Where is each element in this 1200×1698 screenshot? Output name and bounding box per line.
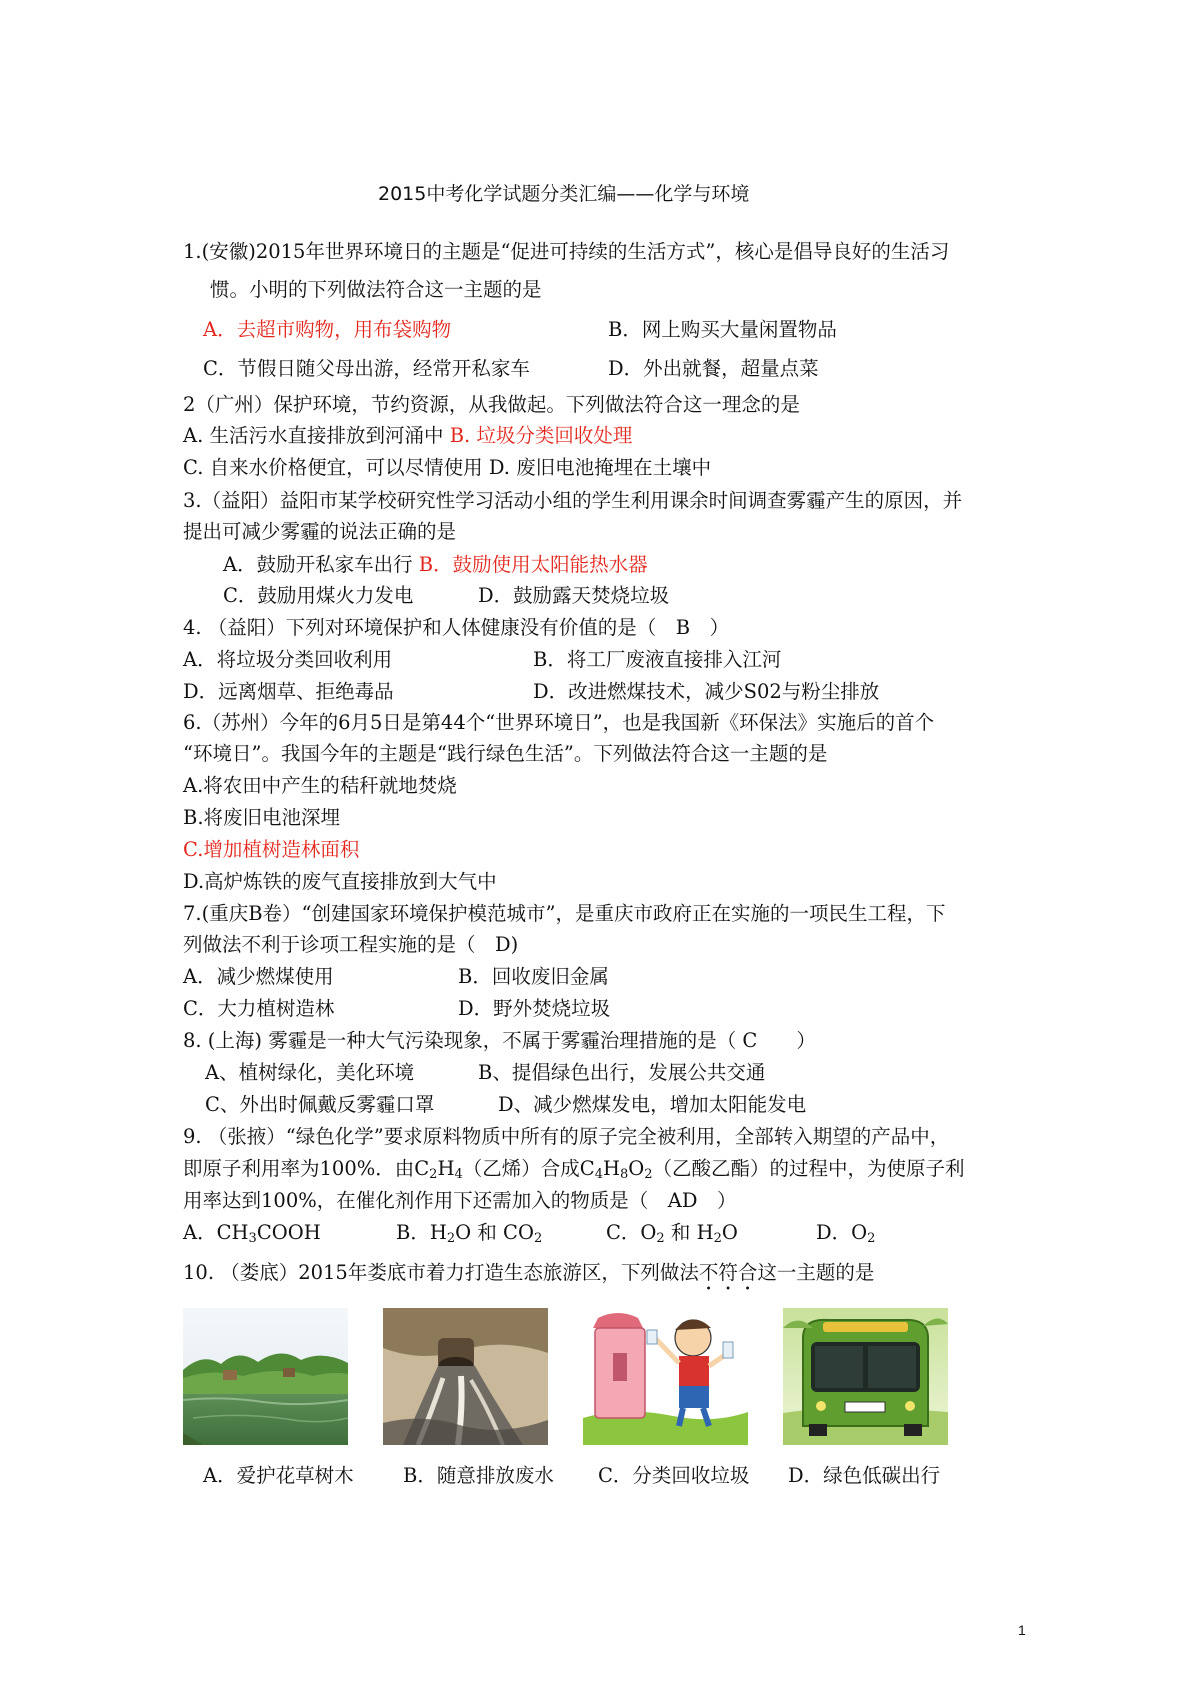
- q10-stem: [183, 1261, 874, 1295]
- picture-waste-water: [383, 1308, 548, 1445]
- q7-option-b: B．回收废旧金属: [458, 965, 609, 988]
- q8-option-a: A、植树绿化，美化环境: [205, 1061, 415, 1084]
- q10-stem-part2: 这一主题的是: [757, 1261, 875, 1284]
- q4-option-d: D．改进燃煤技术，减少S02与粉尘排放: [533, 680, 880, 703]
- q9-stem-line1: 9. （张掖）“绿色化学”要求原料物质中所有的原子完全被利用，全部转入期望的产品中，: [183, 1125, 950, 1148]
- q9-option-c: C．$O_2$ 和 $H_2O$: [606, 1221, 738, 1246]
- q1-stem-line1: 1.(安徽)2015年世界环境日的主题是“促进可持续的生活方式”，核心是倡导良好的生活习: [183, 240, 950, 263]
- bus-icon: [783, 1308, 948, 1445]
- q8-option-c: C、外出时佩戴反雾霾口罩: [205, 1093, 435, 1116]
- q1-option-a: A．去超市购物，用布袋购物: [203, 318, 452, 341]
- q9-option-b-label: B．: [396, 1221, 430, 1244]
- q8-option-b: B、提倡绿色出行，发展公共交通: [478, 1061, 766, 1084]
- q3-stem-line1: 3.（益阳）益阳市某学校研究性学习活动小组的学生利用课余时间调查雾霾产生的原因，并: [183, 489, 963, 512]
- q10-stem-part1: 10. （娄底）2015年娄底市着力打造生态旅游区，下列做法: [183, 1261, 699, 1284]
- q3-option-a: A．鼓励开私家车出行: [223, 553, 413, 576]
- document-title: 2015中考化学试题分类汇编——化学与环境: [378, 183, 750, 205]
- q6-stem-line2: “环境日”。我国今年的主题是“践行绿色生活”。下列做法符合这一主题的是: [183, 742, 828, 765]
- q9-stem-line2: [183, 1157, 965, 1181]
- q2-option-a: A. 生活污水直接排放到河涌中: [183, 424, 444, 447]
- picture-green-bus: [783, 1308, 948, 1445]
- q1-option-c: C．节假日随父母出游，经常开私家车: [203, 357, 530, 380]
- q4-option-b: B．将工厂废液直接排入江河: [533, 648, 782, 671]
- q9-option-b-and: 和: [477, 1221, 497, 1244]
- formula-ethyl-acetate: $C_4H_8O_2$: [579, 1157, 653, 1182]
- picture-lake-park: [183, 1308, 348, 1445]
- q1-stem-line2: 惯。小明的下列做法符合这一主题的是: [210, 278, 542, 301]
- q9-option-d-label: D．: [816, 1221, 852, 1244]
- q9-stem-part1: 即原子利用率为100%．由: [183, 1157, 415, 1180]
- q7-stem-line1: 7.(重庆B卷）“创建国家环境保护模范城市”，是重庆市政府正在实施的一项民生工程，下: [183, 902, 946, 925]
- q3-option-d: D．鼓励露天焚烧垃圾: [478, 584, 670, 607]
- picture-caption-a: A．爱护花草树木: [203, 1464, 354, 1487]
- q2-stem: 2（广州）保护环境，节约资源，从我做起。下列做法符合这一理念的是: [183, 393, 800, 416]
- q2-options-line1: [183, 424, 632, 448]
- q1-option-b: B．网上购买大量闲置物品: [608, 318, 837, 341]
- waste-water-icon: [383, 1308, 548, 1445]
- q8-stem: 8. (上海) 雾霾是一种大气污染现象，不属于雾霾治理措施的是（ C ）: [183, 1029, 816, 1052]
- picture-caption-b: B．随意排放废水: [403, 1464, 554, 1487]
- q2-option-d: D. 废旧电池掩埋在土壤中: [488, 456, 712, 479]
- q2-options-line2: [183, 456, 711, 480]
- q6-option-c: C.增加植树造林面积: [183, 838, 360, 861]
- picture-recycle-garbage: [583, 1308, 748, 1445]
- q8-option-d: D、减少燃煤发电，增加太阳能发电: [498, 1093, 807, 1116]
- q6-option-a: A.将农田中产生的秸秆就地焚烧: [183, 774, 457, 797]
- q1-option-d: D．外出就餐，超量点菜: [608, 357, 819, 380]
- q3-option-b: B．鼓励使用太阳能热水器: [418, 553, 648, 576]
- picture-caption-c: C．分类回收垃圾: [598, 1464, 750, 1487]
- q9-option-c-label: C．: [606, 1221, 641, 1244]
- lake-park-icon: [183, 1308, 348, 1445]
- q9-stem-part2: （乙烯）合成: [462, 1157, 580, 1180]
- q4-option-c: D．远离烟草、拒绝毒品: [183, 680, 394, 703]
- q6-stem-line1: 6.（苏州）今年的6月5日是第44个“世界环境日”，也是我国新《环保法》实施后的首个: [183, 711, 935, 734]
- q9-stem-part3: （乙酸乙酯）的过程中，为使原子利: [652, 1157, 965, 1180]
- q2-option-c: C. 自来水价格便宜，可以尽情使用: [183, 456, 483, 479]
- formula-ethylene: $C_2H_4$: [414, 1157, 463, 1182]
- q3-stem-line2: 提出可减少雾霾的说法正确的是: [183, 520, 457, 543]
- q9-option-d: D．$O_2$: [816, 1221, 876, 1246]
- q6-option-d: D.高炉炼铁的废气直接排放到大气中: [183, 870, 497, 893]
- q10-emphasis: 不符合: [698, 1261, 758, 1284]
- q9-stem-line3: 用率达到100%，在催化剂作用下还需加入的物质是（ AD ）: [183, 1189, 737, 1212]
- q4-stem: 4. （益阳）下列对环境保护和人体健康没有价值的是（ B ）: [183, 616, 730, 639]
- q9-option-c-and: 和: [670, 1221, 691, 1244]
- q2-option-b: B. 垃圾分类回收处理: [449, 424, 633, 447]
- q7-option-d: D．野外焚烧垃圾: [458, 997, 611, 1020]
- q7-option-a: A．减少燃煤使用: [183, 965, 334, 988]
- picture-caption-d: D．绿色低碳出行: [788, 1464, 941, 1487]
- q7-option-c: C．大力植树造林: [183, 997, 335, 1020]
- q7-stem-line2: 列做法不利于诊项工程实施的是（ D): [183, 933, 519, 956]
- q6-option-b: B.将废旧电池深埋: [183, 806, 341, 829]
- page-number: 1: [1018, 1622, 1026, 1638]
- q4-option-a: A．将垃圾分类回收利用: [183, 648, 393, 671]
- q9-option-b: B．$H_2O$ 和 $CO_2$: [396, 1221, 543, 1246]
- q9-option-a-label: A．: [183, 1221, 217, 1244]
- q9-option-a: [183, 1221, 321, 1245]
- q3-option-c: C．鼓励用煤火力发电: [223, 584, 414, 607]
- q3-options-line1: [223, 553, 648, 577]
- recycle-bin-icon: [583, 1308, 748, 1445]
- formula-acetic-acid: $CH_3COOH$: [216, 1221, 321, 1246]
